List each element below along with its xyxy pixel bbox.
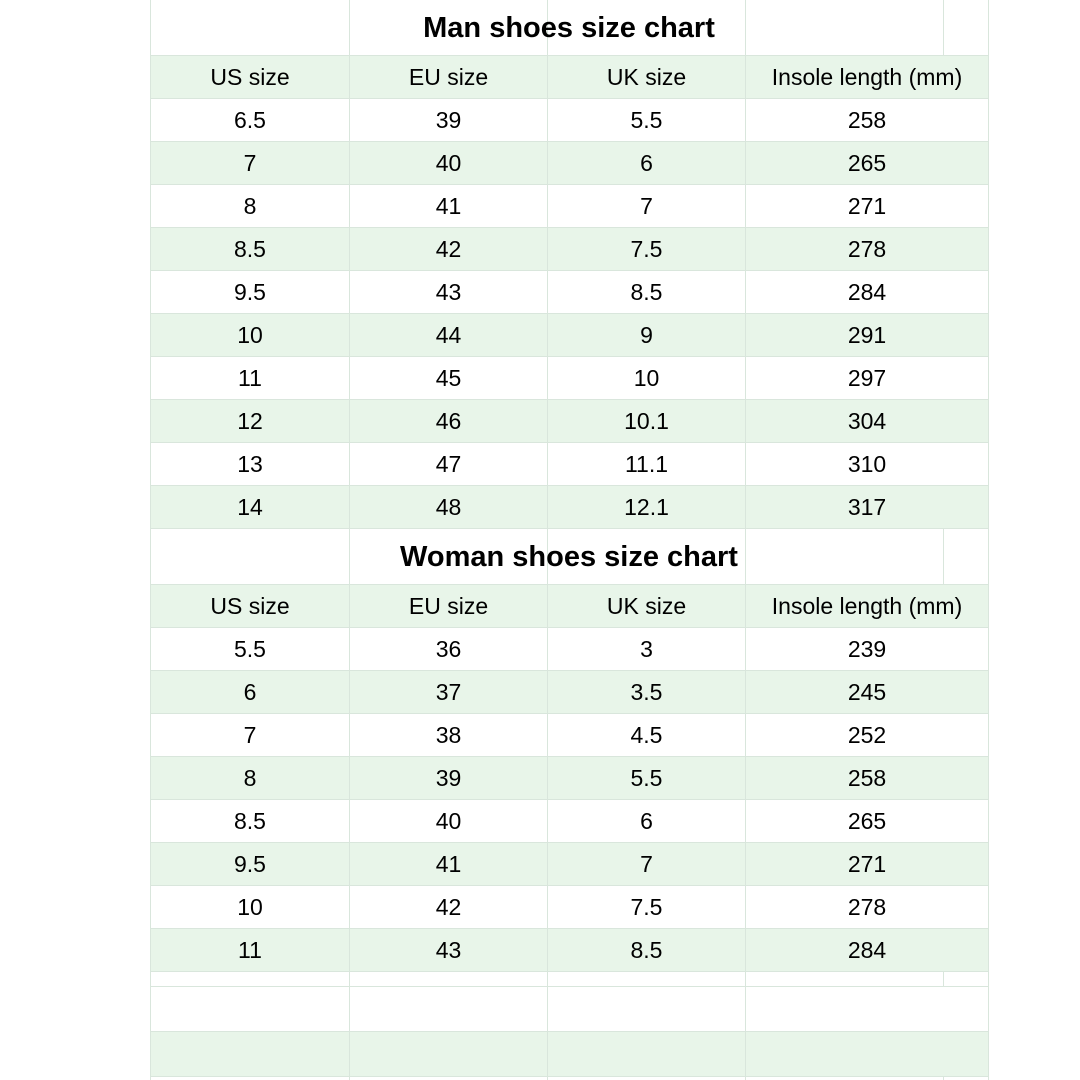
- cell-eu-size: 40: [350, 142, 548, 185]
- cell-eu-size: 38: [350, 714, 548, 757]
- cell-insole-length: 284: [746, 929, 989, 972]
- cell-us-size: 7: [151, 714, 350, 757]
- table-header-row: [151, 585, 989, 628]
- cell-eu-size: 46: [350, 400, 548, 443]
- empty-cell: [746, 987, 989, 1032]
- empty-cell: [350, 1032, 548, 1077]
- cell-insole-length: 310: [746, 443, 989, 486]
- column-header-uk-size: UK size: [548, 585, 746, 628]
- cell-uk-size: 3.5: [548, 671, 746, 714]
- cell-uk-size: 8.5: [548, 929, 746, 972]
- cell-insole-length: 258: [746, 757, 989, 800]
- cell-insole-length: 245: [746, 671, 989, 714]
- table-row: [151, 671, 989, 714]
- cell-us-size: 9.5: [151, 271, 350, 314]
- cell-uk-size: 6: [548, 800, 746, 843]
- column-header-eu-size: EU size: [350, 56, 548, 99]
- cell-us-size: 11: [151, 929, 350, 972]
- cell-eu-size: 42: [350, 886, 548, 929]
- empty-grid-rows: [150, 986, 989, 1077]
- cell-insole-length: 271: [746, 843, 989, 886]
- empty-cell: [151, 987, 350, 1032]
- table-row: [151, 886, 989, 929]
- table-row: [151, 800, 989, 843]
- column-header-us-size: US size: [151, 56, 350, 99]
- column-header-uk-size: UK size: [548, 56, 746, 99]
- cell-us-size: 11: [151, 357, 350, 400]
- cell-uk-size: 7.5: [548, 228, 746, 271]
- column-header-insole-length: Insole length (mm): [746, 585, 989, 628]
- cell-eu-size: 45: [350, 357, 548, 400]
- cell-insole-length: 239: [746, 628, 989, 671]
- table-row: [151, 400, 989, 443]
- table-row: [151, 357, 989, 400]
- cell-us-size: 8: [151, 185, 350, 228]
- cell-us-size: 6.5: [151, 99, 350, 142]
- cell-eu-size: 41: [350, 185, 548, 228]
- cell-eu-size: 37: [350, 671, 548, 714]
- table-row: [151, 271, 989, 314]
- man-size-table: [150, 55, 989, 529]
- cell-us-size: 10: [151, 886, 350, 929]
- cell-eu-size: 42: [350, 228, 548, 271]
- cell-us-size: 13: [151, 443, 350, 486]
- table-row: [151, 228, 989, 271]
- table-row: [151, 714, 989, 757]
- cell-insole-length: 284: [746, 271, 989, 314]
- table-row: [151, 314, 989, 357]
- cell-insole-length: 278: [746, 228, 989, 271]
- woman-chart-title: Woman shoes size chart: [400, 541, 738, 573]
- cell-us-size: 8.5: [151, 800, 350, 843]
- woman-size-table: [150, 584, 989, 972]
- cell-us-size: 8: [151, 757, 350, 800]
- cell-eu-size: 36: [350, 628, 548, 671]
- cell-insole-length: 258: [746, 99, 989, 142]
- cell-eu-size: 44: [350, 314, 548, 357]
- cell-us-size: 12: [151, 400, 350, 443]
- man-chart-title: Man shoes size chart: [423, 12, 715, 44]
- cell-uk-size: 5.5: [548, 757, 746, 800]
- cell-uk-size: 11.1: [548, 443, 746, 486]
- empty-cell: [548, 987, 746, 1032]
- cell-us-size: 10: [151, 314, 350, 357]
- cell-insole-length: 297: [746, 357, 989, 400]
- cell-uk-size: 6: [548, 142, 746, 185]
- table-row: [151, 443, 989, 486]
- empty-cell: [151, 1032, 350, 1077]
- column-header-eu-size: EU size: [350, 585, 548, 628]
- cell-insole-length: 304: [746, 400, 989, 443]
- cell-uk-size: 12.1: [548, 486, 746, 529]
- cell-us-size: 9.5: [151, 843, 350, 886]
- cell-eu-size: 43: [350, 271, 548, 314]
- cell-eu-size: 39: [350, 757, 548, 800]
- column-header-us-size: US size: [151, 585, 350, 628]
- cell-uk-size: 7: [548, 185, 746, 228]
- cell-us-size: 14: [151, 486, 350, 529]
- column-header-insole-length: Insole length (mm): [746, 56, 989, 99]
- table-row: [151, 929, 989, 972]
- cell-us-size: 8.5: [151, 228, 350, 271]
- cell-uk-size: 7: [548, 843, 746, 886]
- table-row: [151, 185, 989, 228]
- table-row: [151, 486, 989, 529]
- cell-us-size: 6: [151, 671, 350, 714]
- table-row: [151, 628, 989, 671]
- table-row: [151, 99, 989, 142]
- empty-cell: [350, 987, 548, 1032]
- empty-cell: [746, 1032, 989, 1077]
- cell-eu-size: 43: [350, 929, 548, 972]
- table-gap: [0, 972, 1080, 986]
- cell-eu-size: 41: [350, 843, 548, 886]
- cell-us-size: 7: [151, 142, 350, 185]
- cell-insole-length: 252: [746, 714, 989, 757]
- cell-uk-size: 9: [548, 314, 746, 357]
- cell-eu-size: 39: [350, 99, 548, 142]
- cell-uk-size: 4.5: [548, 714, 746, 757]
- empty-row: [151, 1032, 989, 1077]
- cell-insole-length: 278: [746, 886, 989, 929]
- cell-uk-size: 10: [548, 357, 746, 400]
- empty-row: [151, 987, 989, 1032]
- table-row: [151, 843, 989, 886]
- cell-eu-size: 47: [350, 443, 548, 486]
- cell-uk-size: 8.5: [548, 271, 746, 314]
- cell-us-size: 5.5: [151, 628, 350, 671]
- cell-uk-size: 10.1: [548, 400, 746, 443]
- table-row: [151, 757, 989, 800]
- cell-uk-size: 5.5: [548, 99, 746, 142]
- cell-eu-size: 48: [350, 486, 548, 529]
- empty-cell: [548, 1032, 746, 1077]
- cell-insole-length: 265: [746, 800, 989, 843]
- cell-insole-length: 317: [746, 486, 989, 529]
- table-header-row: [151, 56, 989, 99]
- cell-insole-length: 265: [746, 142, 989, 185]
- cell-eu-size: 40: [350, 800, 548, 843]
- cell-insole-length: 271: [746, 185, 989, 228]
- cell-uk-size: 7.5: [548, 886, 746, 929]
- cell-uk-size: 3: [548, 628, 746, 671]
- cell-insole-length: 291: [746, 314, 989, 357]
- table-row: [151, 142, 989, 185]
